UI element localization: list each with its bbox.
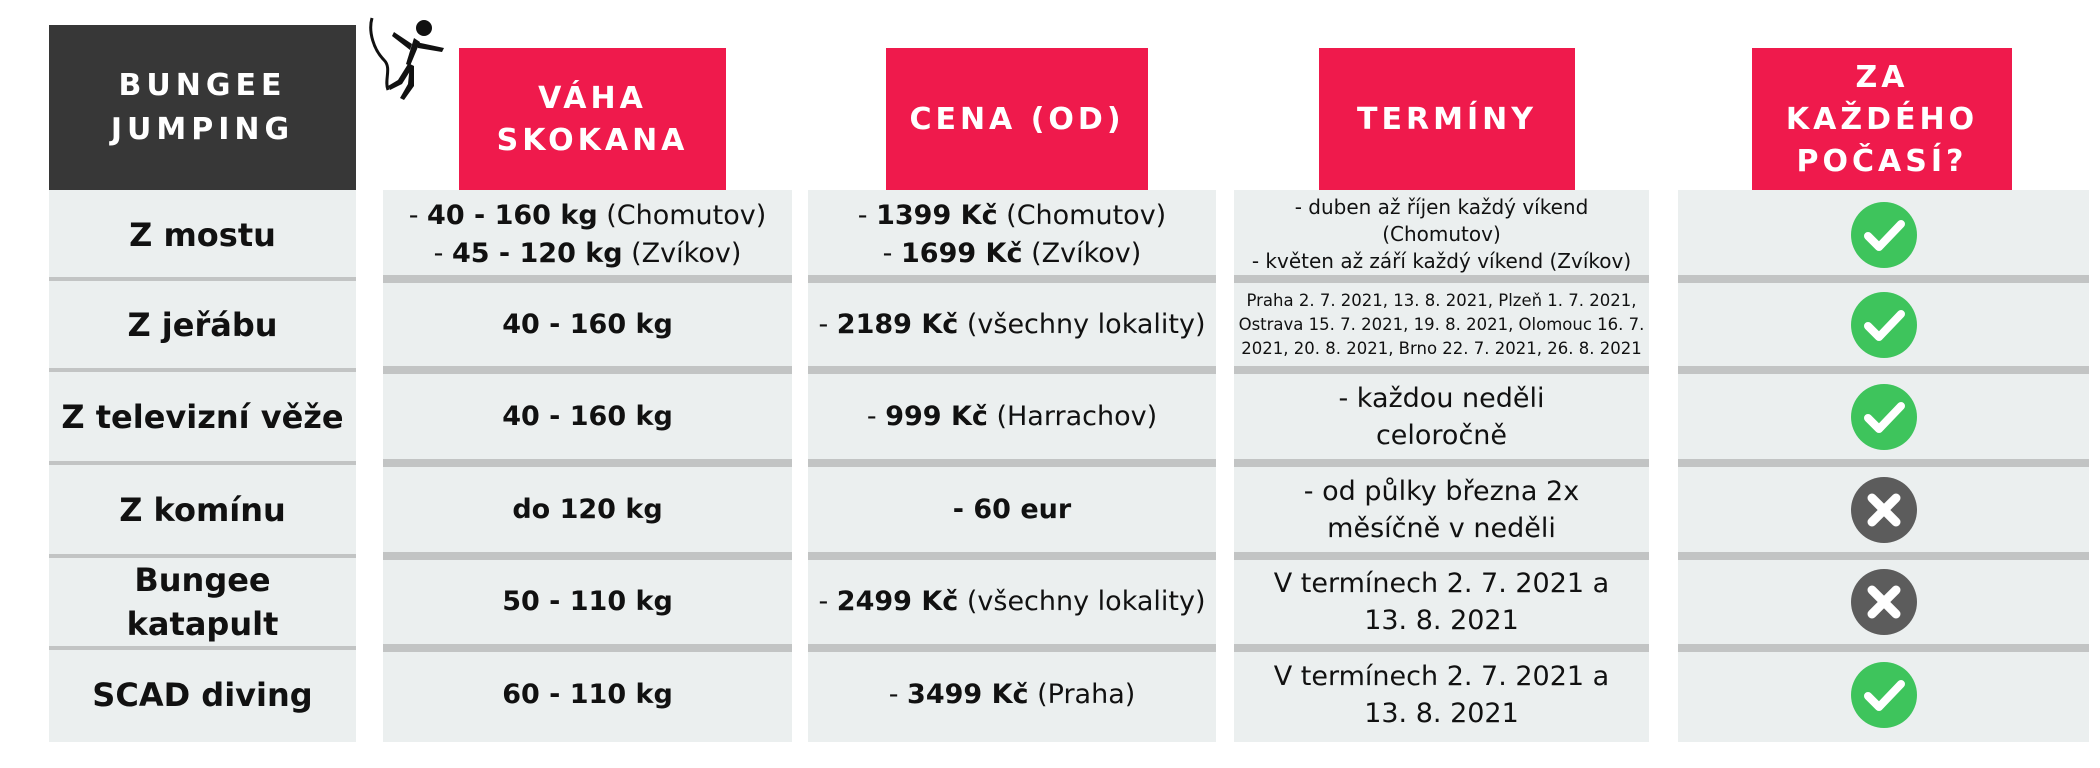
- row-label-z-televizni-veze: Z televizní věže: [61, 397, 344, 436]
- row-label-z-jerabu: Z jeřábu: [127, 305, 278, 344]
- price-location: (Praha): [1028, 679, 1136, 710]
- dates-cell-z-jerabu: [1234, 279, 1649, 370]
- weight-cell-z-kominu: [383, 463, 792, 556]
- check-circle-icon: [1849, 382, 1919, 452]
- dates-line-1: - duben až říjen každý víkend: [1294, 195, 1589, 219]
- price-cell-z-jerabu: [808, 279, 1216, 370]
- price-prefix: -: [818, 308, 837, 340]
- header-weight: [459, 48, 726, 191]
- dates-line-2: (Chomutov): [1382, 222, 1501, 246]
- check-circle-icon: [1849, 290, 1919, 360]
- weather-cell: [1678, 279, 2089, 370]
- weight-line-1: [409, 197, 767, 235]
- weight-range: 40 - 160 kg: [502, 400, 673, 432]
- price-prefix: -: [866, 400, 886, 432]
- dates-cell-z-kominu: [1234, 463, 1649, 556]
- bungee-jumper-icon: [366, 14, 452, 104]
- price-prefix: -: [818, 586, 837, 617]
- price-cell-scad-diving: [808, 648, 1216, 742]
- header-weather-line-1: ZA KAŽDÉHO: [1785, 59, 1979, 137]
- price-prefix: -: [888, 679, 908, 710]
- header-price: [886, 48, 1148, 191]
- dates-line-1: - každou neděli: [1338, 382, 1545, 414]
- dates-line-2: 13. 8. 2021: [1364, 698, 1519, 729]
- weather-cell: [1678, 556, 2089, 648]
- row-label-line-1: Bungee: [134, 561, 271, 599]
- weight-prefix: -: [408, 199, 428, 231]
- weather-cell: [1678, 370, 2089, 463]
- dates-line-1: V termínech 2. 7. 2021 a: [1273, 568, 1610, 599]
- weight-cell-bungee-katapult: [383, 556, 792, 648]
- price-amount: 2189 Kč: [836, 308, 959, 340]
- dates-line-1: V termínech 2. 7. 2021 a: [1273, 661, 1610, 692]
- price-prefix: -: [857, 199, 877, 231]
- row-label-z-kominu: Z komínu: [119, 490, 286, 529]
- price-location: (Harrachov): [987, 400, 1158, 432]
- title-line-1: BUNGEE: [118, 67, 287, 103]
- weight-range: 50 - 110 kg: [502, 586, 673, 617]
- price-line-2: [858, 235, 1166, 273]
- price-cell-z-mostu: [808, 190, 1216, 279]
- price-cell-z-kominu: [808, 463, 1216, 556]
- check-circle-icon: [1849, 660, 1919, 730]
- price-amount: 1399 Kč: [876, 199, 998, 231]
- weight-cell-z-jerabu: [383, 279, 792, 370]
- check-circle-icon: [1849, 200, 1919, 270]
- dates-line-2: celoročně: [1375, 419, 1508, 451]
- dates-line-1: - od půlky března 2x: [1303, 475, 1580, 507]
- header-price-label: CENA (OD): [909, 101, 1125, 137]
- header-dates: [1319, 48, 1575, 191]
- header-weight-line-1: VÁHA: [538, 80, 647, 116]
- price-location: (Zvíkov): [1022, 237, 1142, 269]
- dates-cell-bungee-katapult: [1234, 556, 1649, 648]
- x-circle-icon: [1849, 567, 1919, 637]
- weight-cell-z-mostu: [383, 190, 792, 279]
- price-location: (Chomutov): [997, 199, 1167, 231]
- weather-cell: [1678, 463, 2089, 556]
- price-amount: 999 Kč: [885, 400, 988, 432]
- price-location: (všechny lokality): [958, 308, 1206, 340]
- dates-line-3: - květen až září každý víkend (Zvíkov): [1251, 249, 1632, 273]
- dates-line-3: 2021, 20. 8. 2021, Brno 22. 7. 2021, 26. 8. 2021: [1241, 338, 1642, 358]
- weather-cell: [1678, 190, 2089, 279]
- dates-cell-scad-diving: [1234, 648, 1649, 742]
- x-circle-icon: [1849, 475, 1919, 545]
- weight-cell-z-televizni-veze: [383, 370, 792, 463]
- row-label-scad-diving: SCAD diving: [92, 676, 313, 714]
- price-amount: - 60 eur: [952, 493, 1072, 525]
- weight-location: (Chomutov): [597, 199, 767, 231]
- price-cell-bungee-katapult: [808, 556, 1216, 648]
- table-title: [49, 25, 356, 190]
- price-amount: 1699 Kč: [901, 237, 1023, 269]
- dates-line-2: Ostrava 15. 7. 2021, 19. 8. 2021, Olomouc 16. 7.: [1238, 314, 1645, 334]
- header-weight-line-2: SKOKANA: [496, 122, 689, 158]
- dates-cell-z-televizni-veze: [1234, 370, 1649, 463]
- weight-range: 45 - 120 kg: [451, 237, 623, 269]
- price-line-1: [858, 197, 1166, 235]
- price-amount: 3499 Kč: [907, 679, 1029, 710]
- weight-range: 60 - 110 kg: [502, 679, 673, 710]
- price-prefix: -: [882, 237, 901, 269]
- weight-line-2: [409, 235, 767, 273]
- price-amount: 2499 Kč: [836, 586, 959, 617]
- weight-range: 40 - 160 kg: [427, 199, 598, 231]
- header-weather-line-2: POČASÍ?: [1796, 143, 1968, 179]
- row-label-line-2: katapult: [126, 605, 279, 643]
- dates-line-2: měsíčně v neděli: [1327, 512, 1556, 544]
- weight-range: do 120 kg: [512, 493, 663, 525]
- dates-line-2: 13. 8. 2021: [1364, 605, 1519, 636]
- weight-location: (Zvíkov): [622, 237, 742, 269]
- weight-cell-scad-diving: [383, 648, 792, 742]
- row-label-bungee-katapult: [49, 556, 356, 648]
- row-label-z-mostu: Z mostu: [129, 215, 276, 254]
- weather-cell: [1678, 648, 2089, 742]
- price-cell-z-televizni-veze: [808, 370, 1216, 463]
- price-location: (všechny lokality): [958, 586, 1206, 617]
- dates-cell-z-mostu: [1234, 190, 1649, 279]
- header-dates-label: TERMÍNY: [1357, 101, 1537, 137]
- weight-range: 40 - 160 kg: [502, 308, 673, 340]
- header-weather: [1752, 48, 2012, 191]
- title-line-2: JUMPING: [110, 111, 295, 147]
- weight-prefix: -: [433, 237, 452, 269]
- dates-line-1: Praha 2. 7. 2021, 13. 8. 2021, Plzeň 1. 7. 2021,: [1246, 290, 1637, 310]
